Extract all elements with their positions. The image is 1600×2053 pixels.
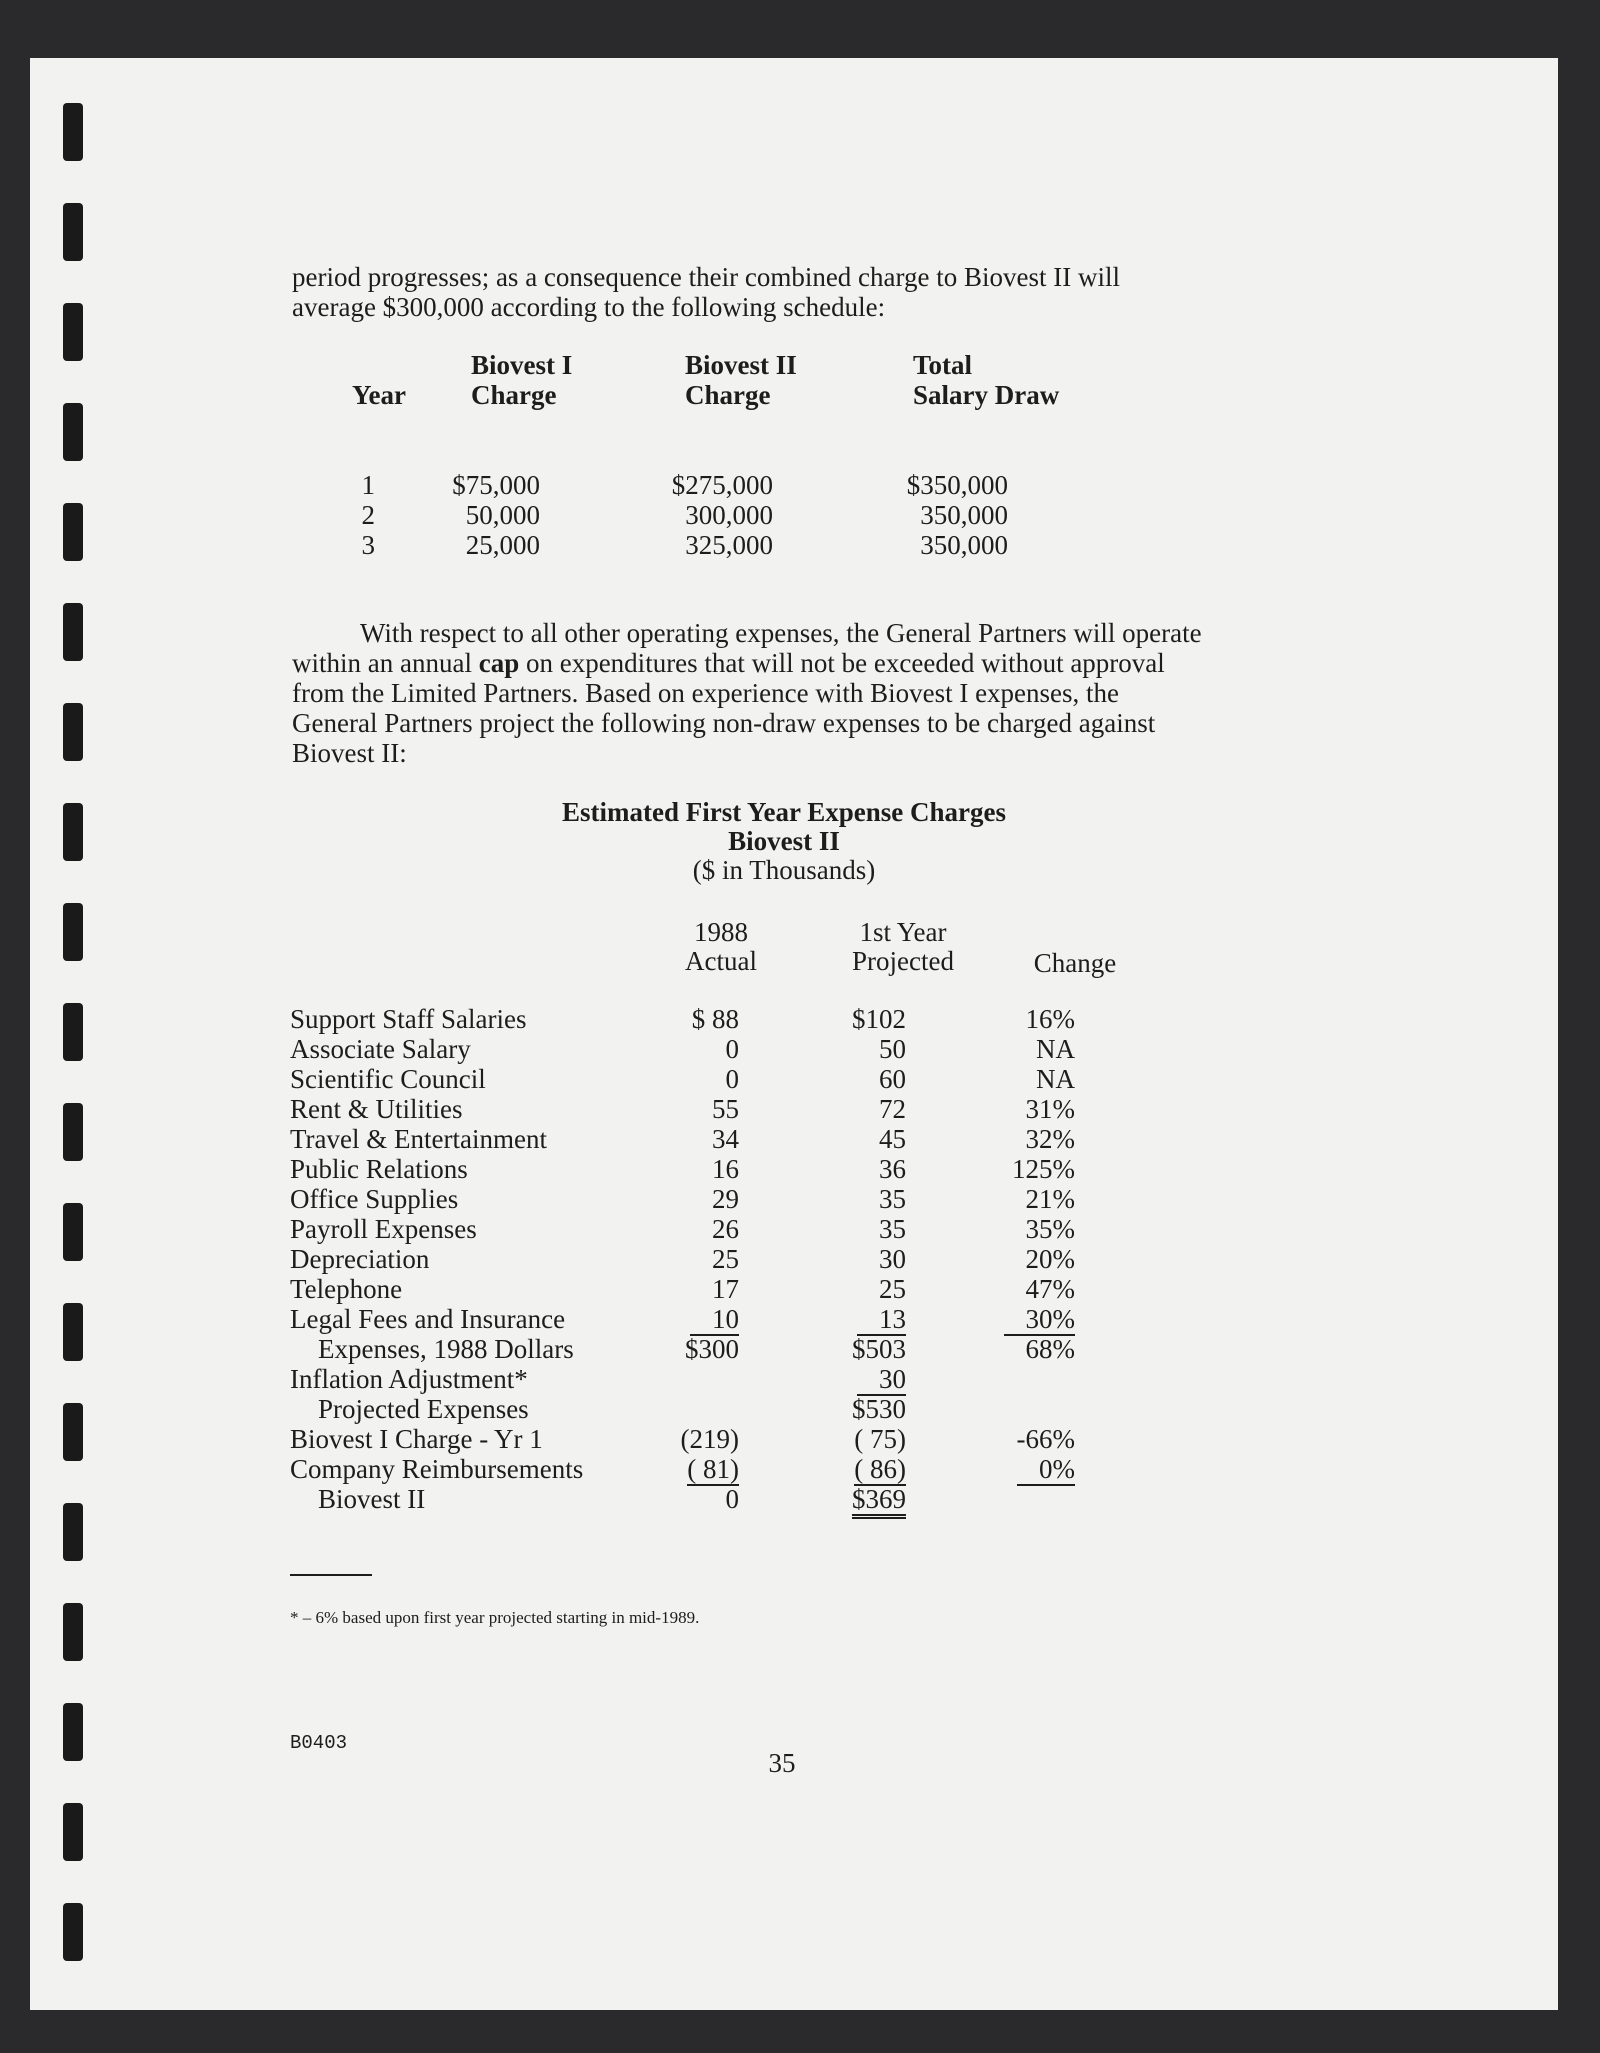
row-actual: 26 [712, 1214, 739, 1244]
paragraph-line: Biovest II: [292, 738, 407, 768]
binder-tab [63, 1803, 83, 1861]
binder-tab [63, 1203, 83, 1261]
col-actual-top: 1988 [694, 917, 748, 947]
row-label: Biovest II [318, 1484, 426, 1514]
binder-tab [63, 1603, 83, 1661]
row-label: Legal Fees and Insurance [290, 1304, 566, 1334]
row-projected: 35 [879, 1184, 906, 1214]
row-label: Associate Salary [290, 1034, 471, 1064]
row-change: 31% [1025, 1094, 1075, 1124]
expense-table-title: Estimated First Year Expense Charges [562, 797, 1006, 827]
document-code: B0403 [290, 1732, 348, 1754]
row-change [974, 1304, 1075, 1334]
row-actual: 0 [725, 1034, 739, 1064]
row-change: 16% [1025, 1004, 1075, 1034]
salary-total: 350,000 [920, 500, 1008, 530]
col-actual-bottom: Actual [685, 946, 757, 976]
row-projected: 72 [879, 1094, 906, 1124]
row-projected-value: 13 [857, 1304, 906, 1336]
salary-header-biovest1-top: Biovest I [471, 350, 573, 380]
col-change: Change [1033, 948, 1117, 978]
salary-header-total-bottom: Salary Draw [913, 380, 1060, 410]
paragraph-text: within an annual [292, 648, 472, 678]
salary-total: 350,000 [920, 530, 1008, 560]
binder-tab [63, 303, 83, 361]
row-label: Travel & Entertainment [290, 1124, 547, 1154]
binder-tab [63, 803, 83, 861]
row-actual: $ 88 [691, 1004, 739, 1034]
binder-tab [63, 703, 83, 761]
row-projected [800, 1454, 906, 1484]
row-projected: 60 [879, 1064, 906, 1094]
salary-biovest2: $275,000 [671, 470, 773, 500]
row-label: Biovest I Charge - Yr 1 [290, 1424, 543, 1454]
binder-tab [63, 103, 83, 161]
row-projected: 30 [879, 1244, 906, 1274]
row-change: 32% [1025, 1124, 1075, 1154]
row-actual: 0 [725, 1484, 739, 1514]
row-label: Support Staff Salaries [290, 1004, 527, 1034]
row-label: Telephone [290, 1274, 403, 1304]
row-actual: $300 [685, 1334, 739, 1364]
row-projected [800, 1304, 906, 1334]
row-label: Company Reimbursements [290, 1454, 584, 1484]
page-number: 35 [768, 1748, 796, 1778]
salary-biovest1: 50,000 [465, 500, 540, 530]
paragraph-line [292, 618, 1276, 648]
binder-tab [63, 1303, 83, 1361]
row-projected-value: $369 [852, 1484, 906, 1519]
intro-line: average $300,000 according to the following schedule: [292, 292, 886, 322]
salary-year: 3 [361, 530, 375, 560]
row-label: Rent & Utilities [290, 1094, 463, 1124]
row-projected [800, 1364, 906, 1394]
row-label: Expenses, 1988 Dollars [318, 1334, 574, 1364]
binder-tab [63, 503, 83, 561]
row-projected: ( 75) [854, 1424, 906, 1454]
row-actual: 55 [712, 1094, 739, 1124]
row-change: 47% [1025, 1274, 1075, 1304]
paragraph-text: With respect to all other operating expenses, the General Partners will operate [360, 618, 1202, 648]
row-projected: $503 [852, 1334, 906, 1364]
salary-header-biovest2-bottom: Charge [685, 380, 771, 410]
row-projected: 35 [879, 1214, 906, 1244]
row-change-value: 30% [1004, 1304, 1076, 1336]
row-change: NA [1036, 1034, 1075, 1064]
binder-tab [63, 1503, 83, 1561]
salary-header-biovest2-top: Biovest II [685, 350, 797, 380]
expense-table-units: ($ in Thousands) [692, 855, 876, 885]
salary-biovest1: 25,000 [465, 530, 540, 560]
footnote-rule [290, 1574, 372, 1576]
salary-year: 1 [361, 470, 375, 500]
binder-tab [63, 403, 83, 461]
row-change: 20% [1025, 1244, 1075, 1274]
binder-tab [63, 1103, 83, 1161]
row-change: 68% [1025, 1334, 1075, 1364]
row-actual-value: ( 81) [687, 1454, 739, 1484]
row-change [974, 1454, 1075, 1484]
row-change: 21% [1025, 1184, 1075, 1214]
salary-biovest2: 300,000 [685, 500, 773, 530]
row-projected-value: 30 [857, 1364, 906, 1396]
row-projected: 45 [879, 1124, 906, 1154]
row-label: Inflation Adjustment* [290, 1364, 528, 1394]
binder-tab [63, 1903, 83, 1961]
row-label: Depreciation [290, 1244, 430, 1274]
row-change: NA [1036, 1064, 1075, 1094]
row-label: Projected Expenses [318, 1394, 529, 1424]
paragraph-text: on expenditures that will not be exceeded without approval [525, 648, 1165, 678]
row-actual [637, 1454, 739, 1484]
salary-header-biovest1-bottom: Charge [471, 380, 557, 410]
row-projected: $102 [852, 1004, 906, 1034]
footnote: * – 6% based upon first year projected starting in mid-1989. [290, 1608, 700, 1627]
salary-biovest2: 325,000 [685, 530, 773, 560]
row-projected [800, 1484, 906, 1514]
row-change: 35% [1025, 1214, 1075, 1244]
row-label: Scientific Council [290, 1064, 486, 1094]
intro-line: period progresses; as a consequence their combined charge to Biovest II will [292, 262, 1120, 292]
expense-paragraph [292, 618, 1276, 768]
salary-year: 2 [361, 500, 375, 530]
binder-tab [63, 203, 83, 261]
row-projected-value: ( 86) [854, 1454, 906, 1484]
row-label: Office Supplies [290, 1184, 459, 1214]
row-label: Payroll Expenses [290, 1214, 477, 1244]
row-projected: $530 [852, 1394, 906, 1424]
binder-tab [63, 1003, 83, 1061]
row-actual: 25 [712, 1244, 739, 1274]
col-proj-top: 1st Year [859, 917, 947, 947]
row-projected: 50 [879, 1034, 906, 1064]
binder-tab [63, 603, 83, 661]
binder-tab [63, 903, 83, 961]
salary-biovest1: $75,000 [452, 470, 540, 500]
row-actual: 0 [725, 1064, 739, 1094]
row-actual: 17 [712, 1274, 739, 1304]
row-actual: 16 [712, 1154, 739, 1184]
paragraph-line [292, 648, 1276, 678]
row-change-value: 0% [1017, 1454, 1075, 1486]
row-actual: 34 [712, 1124, 739, 1154]
row-change: 125% [1012, 1154, 1075, 1184]
row-actual: 29 [712, 1184, 739, 1214]
salary-header-total-top: Total [913, 350, 973, 380]
row-actual: (219) [680, 1424, 739, 1454]
col-proj-bottom: Projected [852, 946, 954, 976]
intro-paragraph [292, 262, 1276, 322]
expense-table-subtitle: Biovest II [728, 826, 840, 856]
row-label: Public Relations [290, 1154, 468, 1184]
row-projected: 36 [879, 1154, 906, 1184]
binder-tab [63, 1403, 83, 1461]
row-actual-value: 10 [690, 1304, 739, 1336]
salary-total: $350,000 [906, 470, 1008, 500]
row-change: -66% [1016, 1424, 1075, 1454]
binder-tab [63, 1703, 83, 1761]
cap-emphasis: cap [478, 648, 520, 678]
row-actual [637, 1304, 739, 1334]
paragraph-line: General Partners project the following non-draw expenses to be charged against [292, 708, 1156, 738]
row-projected: 25 [879, 1274, 906, 1304]
salary-header-year: Year [352, 380, 406, 410]
paragraph-line: from the Limited Partners. Based on experience with Biovest I expenses, the [292, 678, 1120, 708]
